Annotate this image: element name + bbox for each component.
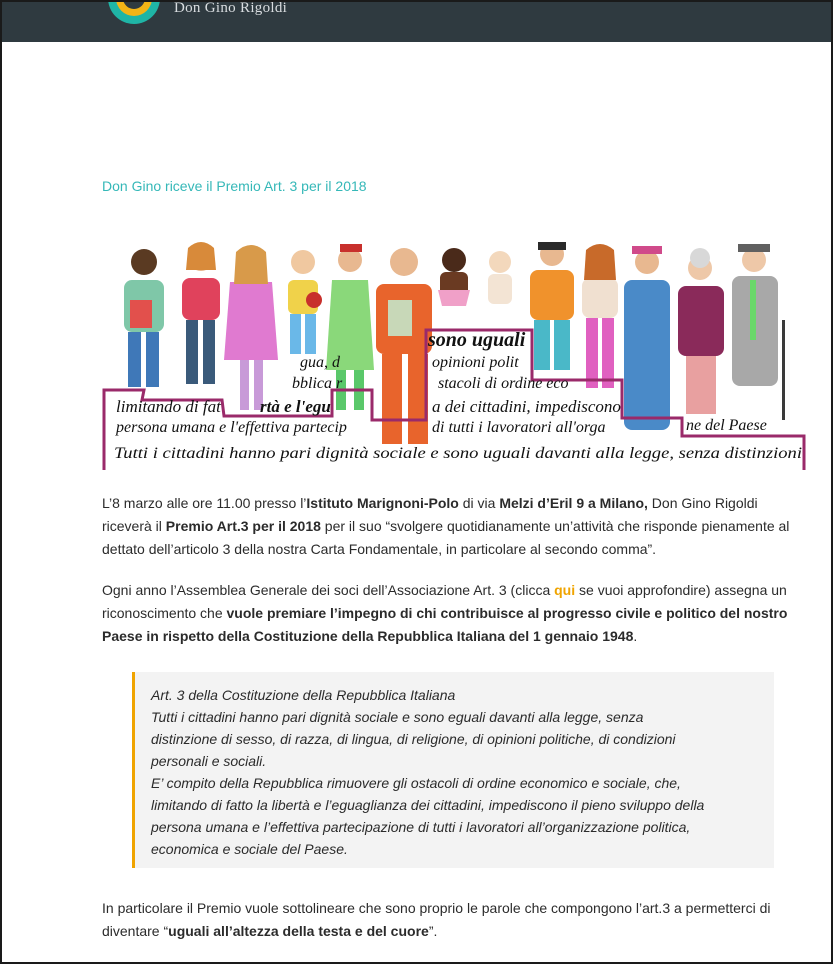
closing-paragraph: In particolare il Premio vuole sottolineare che sono proprio le parole che compongono l’art.3 a permetterci di diventare “uguali all’altezza della testa e del cuore”. <box>102 900 771 939</box>
illus-line-0: sono uguali <box>428 329 526 351</box>
illus-line-1: gua, d <box>300 354 340 371</box>
illus-line-3: bblica r <box>292 375 343 392</box>
illus-line-11: Tutti i cittadini hanno pari dignità sociale e sono uguali davanti alla legge, senza distinzioni <box>114 445 802 462</box>
swirl-logo-icon[interactable] <box>106 0 162 28</box>
illus-line-4: stacoli di ordine eco <box>438 375 569 392</box>
illus-line-2: opinioni polit <box>432 354 519 371</box>
illus-line-5: limitando di fat <box>116 397 221 416</box>
site-name[interactable]: Don Gino Rigoldi <box>174 0 288 16</box>
illus-line-6: rtà e l'egu <box>260 397 331 416</box>
illus-line-9: di tutti i lavoratori all'orga <box>432 419 606 436</box>
announcement-paragraph: L’8 marzo alle ore 11.00 presso l’Istituto Marignoni-Polo di via Melzi d’Eril 9 a Milano, Don Gino Rigoldi riceverà il Premio Art.3 per il 2018 per il suo “svolgere quotidianamente un’attività che risponde pienamente al dettato dell’articolo 3 della nostra Carta Fondamentale, in particolare al secondo comma”. <box>102 495 790 557</box>
quote-paragraph-2: E’ compito della Repubblica rimuovere gli ostacoli di ordine economico e sociale, che, limitando di fatto la libertà e l’eguaglianza dei cittadini, impediscono il pieno sviluppo della persona umana e l’effettiva partecipazione di tutti i lavoratori all’organizzazione politica, economica e sociale del Paese. <box>151 775 705 857</box>
illus-line-10: ne del Paese <box>686 417 767 434</box>
quote-paragraph-1: Tutti i cittadini hanno pari dignità sociale e sono eguali davanti alla legge, senza distinzione di sesso, di razza, di lingua, di religione, di opinioni politiche, di condizioni personali e sociali. <box>151 709 676 769</box>
quote-title: Art. 3 della Costituzione della Repubblica Italiana <box>151 687 456 703</box>
qui-link[interactable]: qui <box>554 582 576 598</box>
people-with-constitution-text-illustration <box>102 240 806 472</box>
post-title[interactable]: Don Gino riceve il Premio Art. 3 per il 2018 <box>102 178 367 194</box>
illus-line-7: a dei cittadini, impediscono <box>432 397 621 416</box>
site-header <box>2 2 831 42</box>
article-3-quote <box>132 672 774 868</box>
illus-line-8: persona umana e l'effettiva partecip <box>116 419 347 436</box>
award-description-paragraph: Ogni anno l’Assemblea Generale dei soci dell’Associazione Art. 3 (clicca qui se vuoi approfondire) assegna un riconoscimento che vuole premiare l’impegno di chi contribuisce al progresso civile e politico del nostro Paese in rispetto della Costituzione della Repubblica Italiana del 1 gennaio 1948. <box>102 582 788 644</box>
